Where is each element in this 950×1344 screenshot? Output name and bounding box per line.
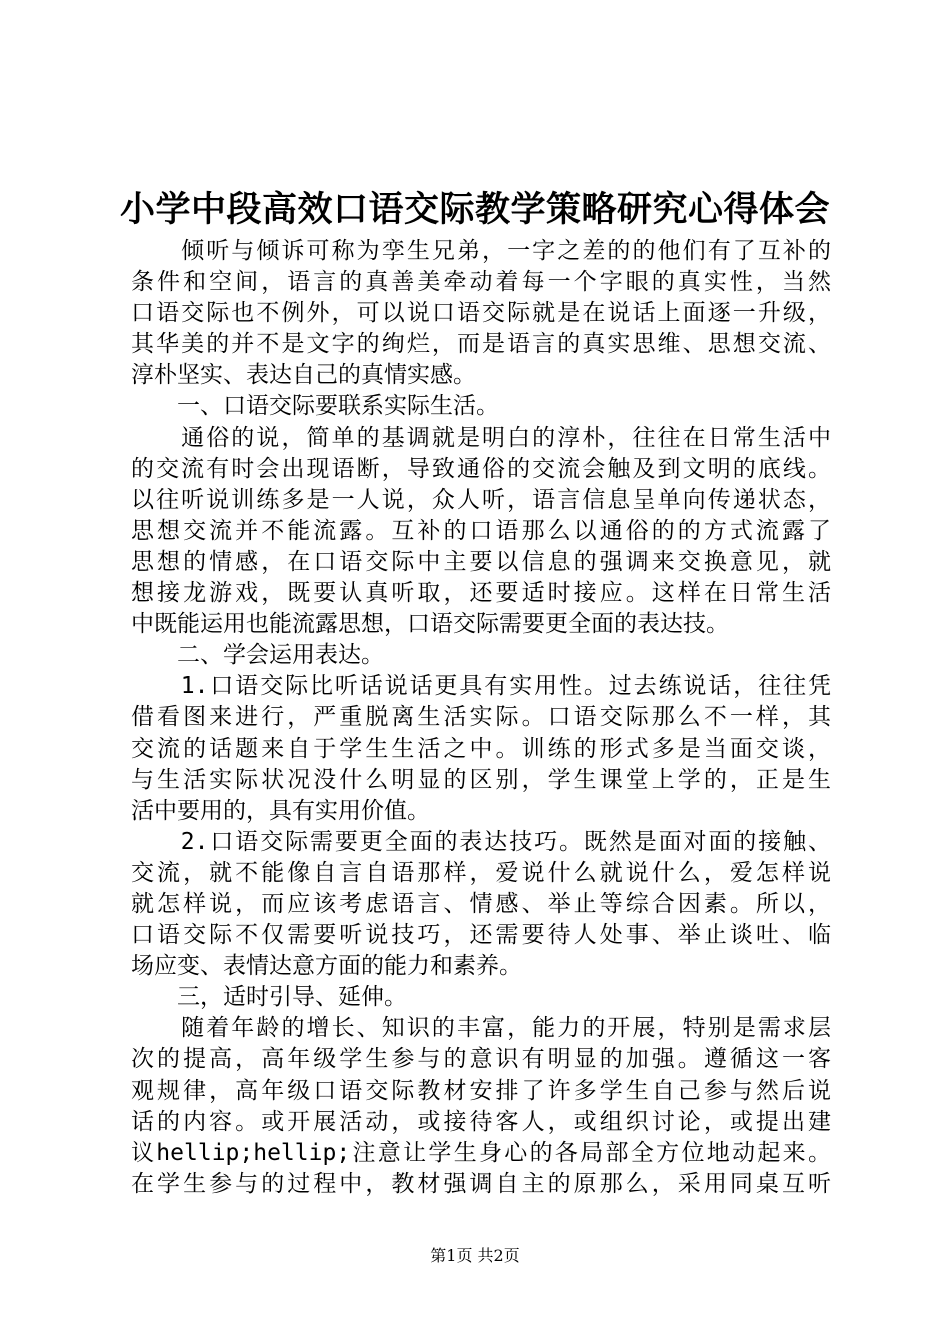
text-line: 场应变、表情达意方面的能力和素养。 <box>131 953 522 980</box>
text-line: 一、口语交际要联系实际生活。 <box>131 393 499 420</box>
text-line: 就怎样说，而应该考虑语言、情感、举止等综合因素。所以， <box>131 890 831 917</box>
text-line: 口语交际不仅需要听说技巧，还需要待人处事、举止谈吐、临 <box>131 922 831 949</box>
text-line: 交流，就不能像自言自语那样，爱说什么就说什么，爱怎样说 <box>131 859 831 886</box>
text-line: 中既能运用也能流露思想，口语交际需要更全面的表达技。 <box>131 611 729 638</box>
page-footer: 第1页 共2页 <box>430 1246 520 1265</box>
text-line: 随着年龄的增长、知识的丰富，能力的开展，特别是需求层 <box>131 1015 831 1042</box>
text-line: 口语交际也不例外，可以说口语交际就是在说话上面逐一升级， <box>131 300 831 327</box>
text-line: 与生活实际状况没什么明显的区别，学生课堂上学的，正是生 <box>131 766 831 793</box>
text-line: 二、学会运用表达。 <box>131 642 384 669</box>
text-line: 1.口语交际比听话说话更具有实用性。过去练说话，往往凭 <box>131 673 831 700</box>
text-line: 条件和空间，语言的真善美牵动着每一个字眼的真实性，当然 <box>131 269 831 296</box>
document-body <box>131 236 831 1200</box>
text-line: 观规律，高年级口语交际教材安排了许多学生自己参与然后说 <box>131 1077 831 1104</box>
text-line: 交流的话题来自于学生生活之中。训练的形式多是当面交谈， <box>131 735 831 762</box>
text-line: 以往听说训练多是一人说，众人听，语言信息呈单向传递状态， <box>131 486 831 513</box>
text-line: 思想的情感，在口语交际中主要以信息的强调来交换意见，就 <box>131 548 831 575</box>
text-line: 借看图来进行，严重脱离生活实际。口语交际那么不一样，其 <box>131 704 831 731</box>
text-line: 次的提高，高年级学生参与的意识有明显的加强。遵循这一客 <box>131 1046 831 1073</box>
text-line: 在学生参与的过程中，教材强调自主的原那么，采用同桌互听 <box>131 1170 831 1197</box>
text-line: 其华美的并不是文字的绚烂，而是语言的真实思维、思想交流、 <box>131 331 831 358</box>
text-line: 想接龙游戏，既要认真听取，还要适时接应。这样在日常生活 <box>131 580 831 607</box>
text-line: 思想交流并不能流露。互补的口语那么以通俗的的方式流露了 <box>131 517 831 544</box>
text-line: 话的内容。或开展活动，或接待客人，或组织讨论，或提出建 <box>131 1108 831 1135</box>
text-line: 通俗的说，简单的基调就是明白的淳朴，往往在日常生活中 <box>131 424 831 451</box>
text-line: 的交流有时会出现语断，导致通俗的交流会触及到文明的底线。 <box>131 455 831 482</box>
text-line: 淳朴坚实、表达自己的真情实感。 <box>131 362 476 389</box>
text-line: 2.口语交际需要更全面的表达技巧。既然是面对面的接触、 <box>131 828 831 855</box>
page-title: 小学中段高效口语交际教学策略研究心得体会 <box>119 189 830 230</box>
text-line: 三，适时引导、延伸。 <box>131 984 407 1011</box>
text-line: 议hellip;hellip;注意让学生身心的各局部全方位地动起来。 <box>131 1139 831 1166</box>
text-line: 活中要用的，具有实用价值。 <box>131 797 430 824</box>
text-line: 倾听与倾诉可称为孪生兄弟，一字之差的的他们有了互补的 <box>131 238 831 264</box>
